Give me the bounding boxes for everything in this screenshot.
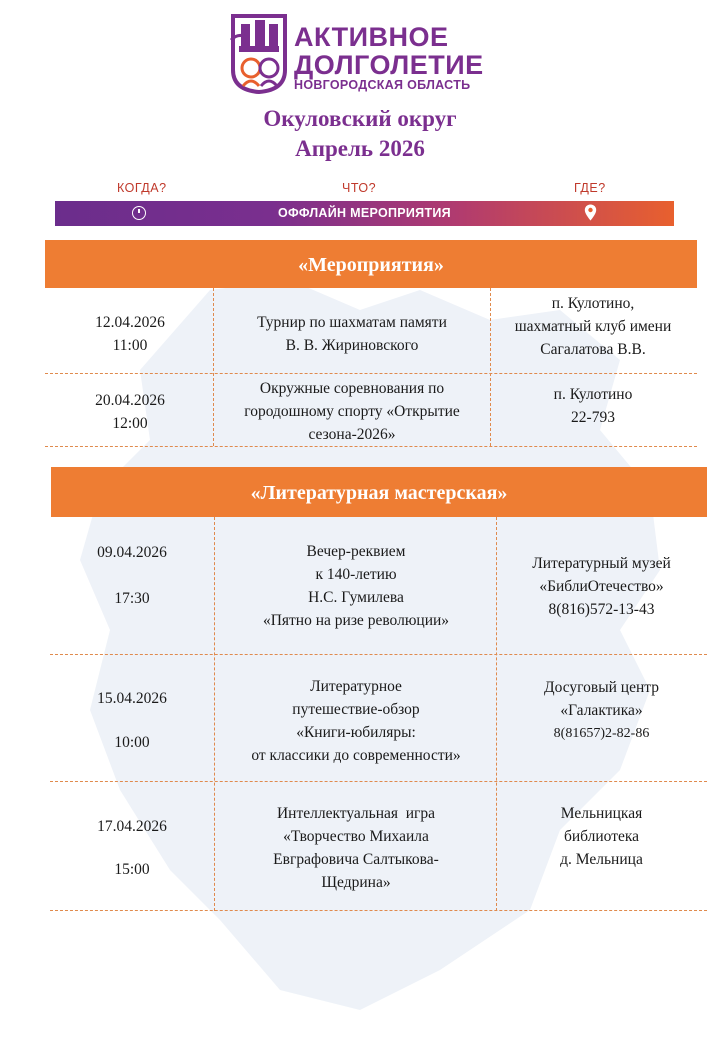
column-divider (213, 288, 214, 446)
what-label: ЧТО? (342, 181, 377, 195)
column-divider (214, 517, 215, 911)
event-title: Турнир по шахматам памяти В. В. Жириновского (257, 314, 447, 354)
row-divider (50, 910, 707, 911)
event-date: 09.04.2026 (97, 544, 167, 561)
offline-events-label: ОФФЛАЙН МЕРОПРИЯТИЯ (278, 206, 451, 220)
event-place: Досуговый центр «Галактика» 8(81657)2-82-86 (544, 679, 659, 741)
event-place: п. Кулотино, шахматный клуб имени Сагалатова В.В. (514, 295, 672, 358)
event-place: Литературный музей «БиблиОтечество» 8(816)572-13-43 (532, 555, 671, 618)
event-time: 11:00 (112, 337, 148, 354)
column-divider (496, 517, 497, 911)
logo (229, 12, 499, 98)
event-time: 10:00 (114, 734, 150, 751)
event-time: 17:30 (114, 590, 150, 607)
location-pin-icon (584, 204, 597, 221)
row-divider (45, 446, 697, 447)
event-date: 17.04.2026 (97, 818, 167, 835)
when-label: КОГДА? (117, 181, 167, 195)
event-place: Мельницкая библиотека д. Мельница (560, 805, 643, 868)
row-divider (45, 373, 697, 374)
section-header-events: «Мероприятия» (45, 240, 697, 288)
event-date-time (50, 389, 210, 435)
offline-events-banner (55, 201, 674, 226)
event-title: Литературное путешествие-обзор «Книги-юбиляры: от классики до современности» (251, 678, 461, 764)
event-title: Вечер-реквием к 140-летию Н.С. Гумилева «Пятно на ризе революции» (262, 543, 450, 629)
logo-title-line2: ДОЛГОЛЕТИЕ (294, 50, 484, 80)
row-divider (50, 781, 707, 782)
event-place: п. Кулотино 22-793 (553, 386, 633, 426)
event-date: 12.04.2026 (95, 314, 165, 331)
event-time: 15:00 (114, 861, 150, 878)
event-time: 12:00 (112, 415, 148, 432)
where-label: ГДЕ? (574, 181, 606, 195)
event-title: Интеллектуальная игра «Творчество Михаила Евграфовича Салтыкова- Щедрина» (273, 805, 439, 891)
event-date: 20.04.2026 (95, 392, 165, 409)
section-header-literary-workshop: «Литературная мастерская» (51, 467, 707, 517)
column-divider (490, 288, 491, 446)
logo-subtitle: НОВГОРОДСКАЯ ОБЛАСТЬ (294, 78, 471, 92)
row-divider (50, 654, 707, 655)
event-date-time (50, 311, 210, 357)
month-title: Апрель 2026 (295, 136, 425, 161)
active-longevity-emblem-icon (229, 12, 289, 94)
district-title: Окуловский округ (263, 106, 457, 131)
logo-title-line1: АКТИВНОЕ (294, 22, 449, 52)
event-title: Окружные соревнования по городошному спорту «Открытие сезона-2026» (244, 380, 460, 443)
event-date: 15.04.2026 (97, 690, 167, 707)
